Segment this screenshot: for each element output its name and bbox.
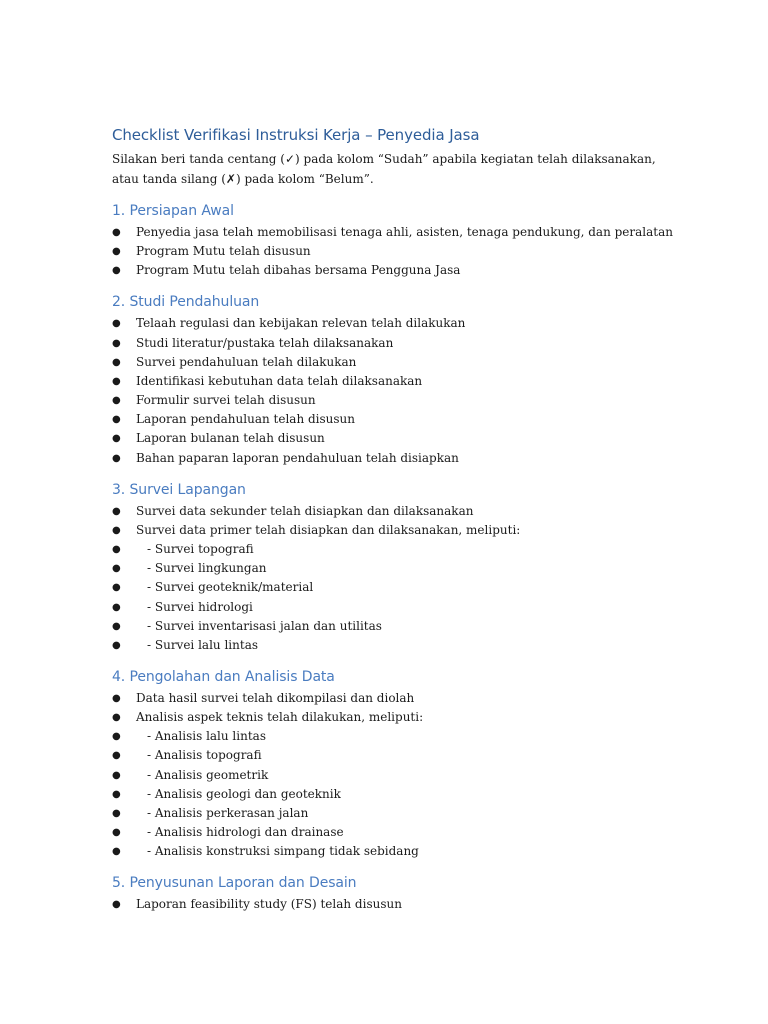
checklist-section	[112, 667, 672, 861]
checklist-item	[112, 502, 672, 521]
checklist-item-text: - Analisis perkerasan jalan	[147, 805, 309, 820]
checklist-item-text: Survei data primer telah disiapkan dan dilaksanakan, meliputi:	[136, 522, 521, 537]
checklist-item-text: - Survei geoteknik/material	[147, 580, 314, 595]
checklist-item	[112, 540, 672, 559]
checklist-item-text: Data hasil survei telah dikompilasi dan diolah	[136, 690, 415, 705]
bullet-icon	[112, 842, 136, 861]
checklist-item-text: - Survei topografi	[147, 542, 254, 557]
bullet-icon	[112, 766, 136, 785]
checklist-item-text: - Analisis geologi dan geoteknik	[147, 786, 341, 801]
bullet-icon	[112, 559, 136, 578]
document-content	[112, 124, 672, 915]
bullet-icon	[112, 353, 136, 372]
checklist-item	[112, 261, 672, 280]
checklist-item-text: - Analisis lalu lintas	[147, 729, 266, 744]
bullet-icon	[112, 636, 136, 655]
checklist-item-text: Studi literatur/pustaka telah dilaksanakan	[136, 335, 394, 350]
checklist-item-text: Laporan pendahuluan telah disusun	[136, 412, 356, 427]
bullet-icon	[112, 429, 136, 448]
checklist-items	[112, 689, 672, 861]
intro-line-1: Silakan beri tanda centang (✓) pada kolom “Sudah” apabila kegiatan telah dilaksanakan,	[112, 152, 656, 166]
checklist-item	[112, 391, 672, 410]
checklist-item	[112, 766, 672, 785]
checklist-section	[112, 480, 672, 655]
checklist-section	[112, 292, 672, 467]
checklist-item	[112, 559, 672, 578]
checklist-item-text: Identifikasi kebutuhan data telah dilaksanakan	[136, 373, 423, 388]
checklist-items	[112, 223, 672, 280]
checklist-item-text: - Survei lingkungan	[147, 561, 267, 576]
checklist-item-text: Penyedia jasa telah memobilisasi tenaga ahli, asisten, tenaga pendukung, dan peralatan	[136, 225, 673, 239]
checklist-item-text: - Survei lalu lintas	[147, 637, 258, 652]
document-title: Checklist Verifikasi Instruksi Kerja – Penyedia Jasa	[112, 126, 480, 144]
bullet-icon	[112, 334, 136, 353]
checklist-item	[112, 727, 672, 746]
bullet-icon	[112, 804, 136, 823]
bullet-icon	[112, 540, 136, 559]
bullet-icon	[112, 598, 136, 617]
checklist-items	[112, 895, 672, 914]
bullet-icon	[112, 449, 136, 468]
checklist-item	[112, 636, 672, 655]
checklist-item	[112, 785, 672, 804]
checklist-item	[112, 334, 672, 353]
checklist-item-text: - Analisis hidrologi dan drainase	[147, 825, 344, 840]
checklist-item	[112, 578, 672, 597]
checklist-item-text: Bahan paparan laporan pendahuluan telah disiapkan	[136, 450, 459, 465]
checklist-item-text: - Survei inventarisasi jalan dan utilitas	[147, 618, 382, 633]
checklist-item	[112, 804, 672, 823]
bullet-icon	[112, 410, 136, 429]
checklist-item-text: Laporan bulanan telah disusun	[136, 431, 325, 446]
checklist-item-text: Survei data sekunder telah disiapkan dan dilaksanakan	[136, 503, 474, 518]
checklist-item	[112, 372, 672, 391]
checklist-item	[112, 314, 672, 333]
bullet-icon	[112, 391, 136, 410]
bullet-icon	[112, 785, 136, 804]
bullet-icon	[112, 372, 136, 391]
checklist-item	[112, 895, 672, 914]
checklist-item	[112, 223, 672, 242]
checklist-section	[112, 873, 672, 914]
section-heading: 1. Persiapan Awal	[112, 203, 234, 219]
bullet-icon	[112, 521, 136, 540]
checklist-item	[112, 449, 672, 468]
checklist-item-text: Telaah regulasi dan kebijakan relevan telah dilakukan	[136, 316, 466, 331]
bullet-icon	[112, 689, 136, 708]
checklist-item-text: Analisis aspek teknis telah dilakukan, meliputi:	[136, 710, 424, 725]
checklist-item-text: Program Mutu telah disusun	[136, 244, 311, 259]
checklist-item	[112, 410, 672, 429]
section-heading: 4. Pengolahan dan Analisis Data	[112, 668, 335, 685]
checklist-item-text: - Analisis konstruksi simpang tidak sebidang	[147, 844, 419, 859]
checklist-item	[112, 521, 672, 540]
bullet-icon	[112, 261, 136, 280]
bullet-icon	[112, 578, 136, 597]
checklist-item	[112, 689, 672, 708]
checklist-item-text: Formulir survei telah disusun	[136, 393, 316, 408]
checklist-item-text: Program Mutu telah dibahas bersama Pengguna Jasa	[136, 263, 461, 278]
section-heading: 2. Studi Pendahuluan	[112, 294, 260, 311]
checklist-items	[112, 502, 672, 655]
bullet-icon	[112, 746, 136, 765]
checklist-section	[112, 201, 672, 280]
checklist-item	[112, 746, 672, 765]
intro-text	[112, 150, 672, 189]
checklist-item	[112, 708, 672, 727]
checklist-item-text: - Survei hidrologi	[147, 599, 253, 614]
checklist-item	[112, 353, 672, 372]
checklist-item-text: Laporan feasibility study (FS) telah disusun	[136, 897, 402, 912]
checklist-item	[112, 823, 672, 842]
checklist-item	[112, 242, 672, 261]
bullet-icon	[112, 242, 136, 261]
bullet-icon	[112, 895, 136, 914]
bullet-icon	[112, 502, 136, 521]
intro-line-2: atau tanda silang (✗) pada kolom “Belum”.	[112, 171, 374, 186]
checklist-items	[112, 314, 672, 467]
checklist-item-text: - Analisis topografi	[147, 748, 262, 763]
checklist-item	[112, 842, 672, 861]
checklist-item	[112, 429, 672, 448]
checklist-item-text: - Analisis geometrik	[147, 767, 269, 782]
bullet-icon	[112, 708, 136, 727]
bullet-icon	[112, 727, 136, 746]
checklist-sections	[112, 201, 672, 915]
checklist-item	[112, 617, 672, 636]
section-heading: 3. Survei Lapangan	[112, 481, 246, 498]
bullet-icon	[112, 617, 136, 636]
bullet-icon	[112, 314, 136, 333]
checklist-item-text: Survei pendahuluan telah dilakukan	[136, 354, 357, 369]
bullet-icon	[112, 223, 136, 242]
bullet-icon	[112, 823, 136, 842]
checklist-item	[112, 598, 672, 617]
section-heading: 5. Penyusunan Laporan dan Desain	[112, 875, 357, 892]
